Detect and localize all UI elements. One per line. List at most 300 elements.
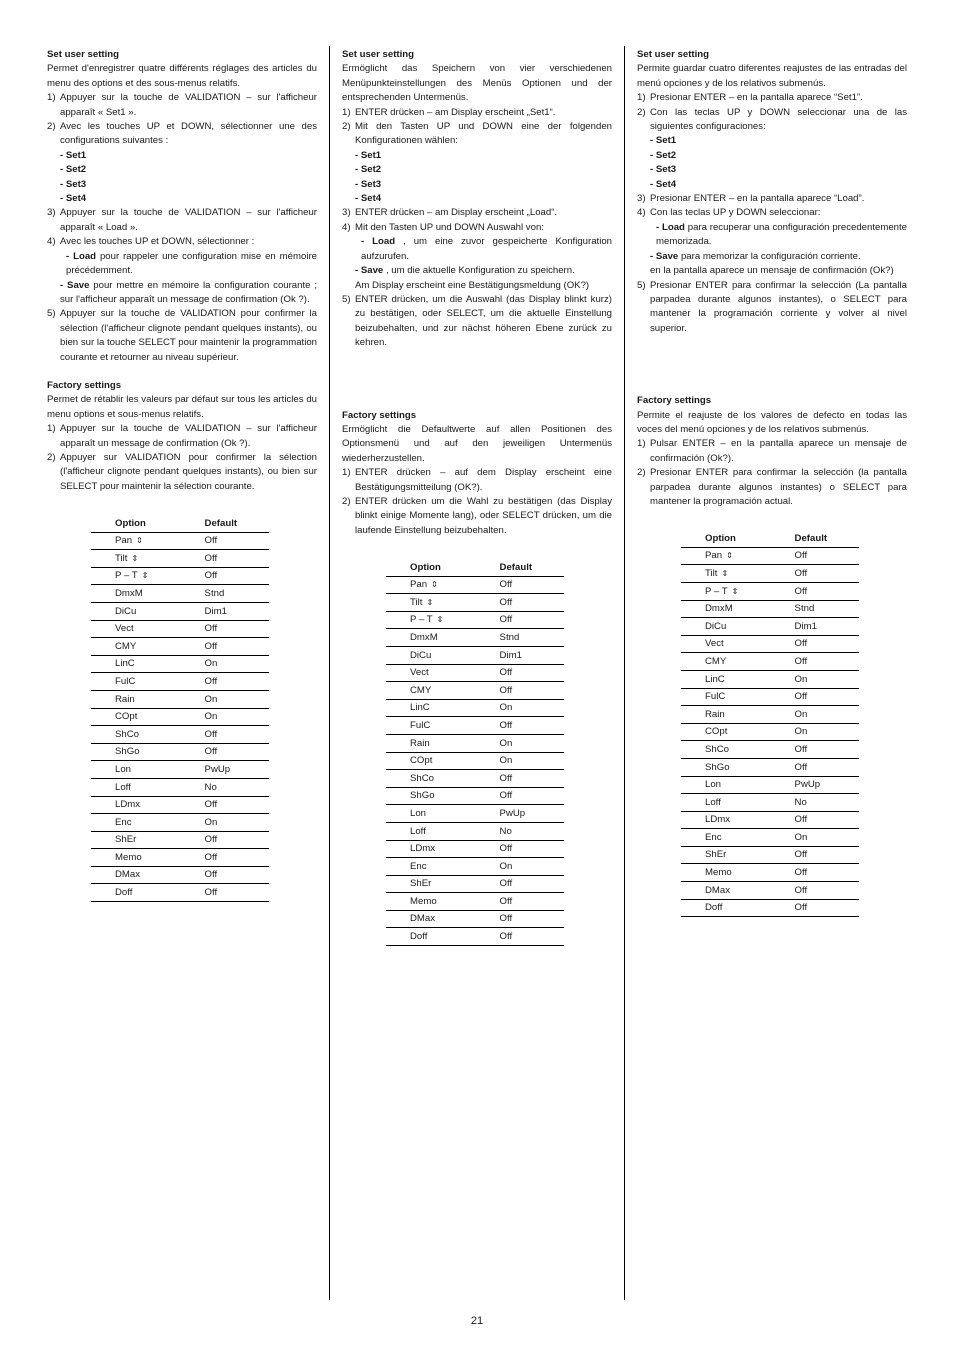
- default-value: Off: [500, 893, 564, 911]
- default-value: Off: [795, 864, 859, 882]
- option-cell: [386, 646, 500, 664]
- option-cell: [681, 846, 795, 864]
- updown-arrows-icon: ⇕: [721, 568, 729, 578]
- table-row: [91, 673, 269, 691]
- default-value: Off: [205, 849, 269, 867]
- page-number: 21: [470, 1315, 484, 1327]
- step-text: Pulsar ENTER – en la pantalla aparece un mensaje de confirmación (Ok?).: [650, 438, 907, 464]
- step-item: [637, 106, 907, 192]
- load-description: para recuperar una configuración precedentemente memorizada.: [656, 221, 907, 248]
- option-name: Memo: [705, 867, 732, 879]
- table-row: [386, 928, 564, 946]
- user-setting-heading: Set user setting: [47, 49, 119, 60]
- load-option: [60, 250, 317, 279]
- step-number: 5): [637, 279, 646, 291]
- default-value: On: [205, 690, 269, 708]
- step-text: ENTER drücken – am Display erscheint „Load“.: [355, 207, 558, 219]
- option-name: DiCu: [705, 620, 727, 632]
- default-value: Off: [795, 547, 859, 565]
- load-option: [650, 221, 907, 250]
- table-row: [386, 910, 564, 928]
- table-row: [386, 822, 564, 840]
- config-option: - Set3: [60, 178, 87, 190]
- step-number: 3): [637, 193, 646, 205]
- step-item: [637, 206, 907, 278]
- factory-settings-steps: [47, 422, 317, 494]
- default-value: Dim1: [205, 602, 269, 620]
- step-number: 2): [47, 121, 56, 133]
- user-setting-intro: Ermöglicht das Speichern von vier verschiedenen Menüpunkteinstellungen des Menüs Optionen und der entsprechenden Untermenüs.: [342, 63, 612, 104]
- table-row: [91, 585, 269, 603]
- default-value: Off: [205, 796, 269, 814]
- table-header-row: [386, 560, 564, 576]
- option-column-header: Option: [681, 531, 795, 547]
- load-option: [355, 235, 612, 264]
- option-cell: [681, 864, 795, 882]
- default-value: PwUp: [795, 776, 859, 794]
- table-row: [91, 814, 269, 832]
- option-cell: [386, 611, 500, 629]
- default-value: Off: [500, 664, 564, 682]
- table-row: [91, 708, 269, 726]
- load-label: - Load: [361, 236, 396, 248]
- option-cell: [681, 565, 795, 583]
- option-cell: [681, 670, 795, 688]
- option-cell: [386, 787, 500, 805]
- default-value: On: [795, 723, 859, 741]
- option-cell: [91, 761, 205, 779]
- option-cell: [91, 866, 205, 884]
- default-value: Off: [500, 840, 564, 858]
- option-name: Enc: [115, 816, 132, 828]
- option-cell: [681, 758, 795, 776]
- updown-arrows-icon: ⇕: [131, 553, 139, 563]
- option-cell: [386, 717, 500, 735]
- updown-arrows-icon: ⇕: [426, 597, 434, 607]
- option-name: CMY: [115, 640, 137, 652]
- option-cell: [681, 776, 795, 794]
- step-item: [637, 466, 907, 509]
- default-value: Off: [500, 910, 564, 928]
- default-value: Off: [205, 638, 269, 656]
- default-value: Stnd: [205, 585, 269, 603]
- step-item: [47, 451, 317, 494]
- option-cell: [681, 899, 795, 917]
- table-row: [386, 594, 564, 612]
- default-value: Off: [795, 741, 859, 759]
- option-cell: [386, 699, 500, 717]
- option-cell: [681, 829, 795, 847]
- table-row: [386, 893, 564, 911]
- option-name: Doff: [115, 887, 133, 899]
- option-column-header: Option: [386, 560, 500, 576]
- column-divider-right: [624, 46, 625, 1300]
- step-number: 1): [47, 423, 56, 435]
- table-row: [681, 635, 859, 653]
- step-number: 4): [47, 236, 56, 248]
- step-text: Presionar ENTER para confirmar la selección (La pantalla parpadea durante algunos instantes), o SELECT para mantener la programación corriente y volver al nivel superior.: [650, 279, 907, 334]
- step-item: [637, 192, 907, 206]
- default-value: Off: [795, 635, 859, 653]
- option-cell: [386, 910, 500, 928]
- option-name: Pan: [705, 550, 723, 562]
- option-name: LinC: [115, 658, 135, 670]
- step-number: 4): [637, 207, 646, 219]
- default-value: Off: [795, 899, 859, 917]
- option-name: ShCo: [705, 743, 729, 755]
- option-name: ShCo: [410, 772, 434, 784]
- user-setting-heading: Set user setting: [342, 49, 414, 60]
- default-value: Off: [205, 866, 269, 884]
- default-column-header: Default: [500, 560, 564, 576]
- option-cell: [386, 928, 500, 946]
- option-cell: [91, 708, 205, 726]
- option-cell: [681, 635, 795, 653]
- step-text: Presionar ENTER – en la pantalla aparece “Set1”.: [650, 92, 863, 104]
- default-column-header: Default: [205, 516, 269, 532]
- factory-settings-intro: Ermöglicht die Defaultwerte auf allen Positionen des Optionsmenü und auf den jeweiligen Untermenüs wiederherzustellen.: [342, 423, 612, 464]
- default-value: Off: [500, 594, 564, 612]
- step-item: [342, 293, 612, 351]
- option-name: Vect: [410, 667, 429, 679]
- option-cell: [681, 811, 795, 829]
- table-row: [681, 829, 859, 847]
- save-description: para memorizar la configuración corriente.: [678, 250, 861, 262]
- option-name: Loff: [410, 825, 426, 837]
- step-number: 2): [637, 467, 646, 479]
- option-cell: [386, 875, 500, 893]
- table-row: [91, 743, 269, 761]
- table-row: [91, 831, 269, 849]
- table-row: [386, 646, 564, 664]
- table-row: [91, 761, 269, 779]
- default-value: Off: [500, 717, 564, 735]
- table-row: [681, 723, 859, 741]
- option-cell: [386, 576, 500, 594]
- load-description: , um eine zuvor gespeicherte Konfiguration aufzurufen.: [361, 236, 612, 262]
- default-value: Dim1: [500, 646, 564, 664]
- updown-arrows-icon: ⇕: [136, 536, 143, 546]
- default-value: Off: [795, 688, 859, 706]
- step-number: 2): [637, 106, 646, 118]
- default-value: On: [500, 752, 564, 770]
- step-item: [47, 120, 317, 206]
- option-name: DmxM: [410, 631, 438, 643]
- option-name: Lon: [705, 779, 722, 791]
- save-option: [60, 279, 317, 308]
- option-name: LinC: [705, 673, 725, 685]
- user-setting-heading: Set user setting: [637, 49, 709, 60]
- option-cell: [91, 796, 205, 814]
- step-text: Appuyer sur la touche de VALIDATION – sur l'afficheur apparaît « Load ».: [60, 207, 317, 233]
- updown-arrows-icon: ⇕: [141, 571, 149, 581]
- option-name: LinC: [410, 702, 430, 714]
- table-row: [681, 811, 859, 829]
- default-value: Off: [795, 882, 859, 900]
- default-value: On: [205, 655, 269, 673]
- option-name: COpt: [115, 711, 138, 723]
- load-label: - Load: [66, 250, 97, 262]
- table-row: [91, 532, 269, 550]
- step-number: 1): [637, 92, 646, 104]
- save-label: - Save: [60, 279, 90, 291]
- factory-settings-steps: [342, 466, 612, 538]
- config-option: - Set4: [355, 193, 382, 205]
- table-row: [91, 567, 269, 585]
- option-cell: [386, 734, 500, 752]
- default-value: Dim1: [795, 618, 859, 636]
- table-row: [681, 741, 859, 759]
- option-name: Doff: [410, 931, 428, 943]
- column-french: [47, 48, 317, 902]
- option-name: DiCu: [410, 649, 432, 661]
- option-name: Vect: [705, 638, 724, 650]
- load-label: - Load: [656, 221, 685, 233]
- table-row: [681, 794, 859, 812]
- table-row: [681, 582, 859, 600]
- config-option: - Set1: [650, 135, 677, 147]
- step-item: [47, 422, 317, 451]
- step-item: [342, 495, 612, 538]
- option-name: FulC: [705, 691, 726, 703]
- option-cell: [681, 882, 795, 900]
- option-name: ShEr: [410, 878, 432, 890]
- option-cell: [386, 682, 500, 700]
- updown-arrows-icon: ⇕: [436, 615, 444, 625]
- step-item: [637, 279, 907, 337]
- factory-settings-intro: Permet de rétablir les valeurs par défaut sur tous les articles du menu options et sous-menus relatifs.: [47, 394, 317, 420]
- defaults-table: [91, 516, 269, 902]
- default-value: Off: [205, 567, 269, 585]
- option-name: ShGo: [115, 746, 140, 758]
- section-spacer: [47, 365, 317, 379]
- step-text: Con las teclas UP y DOWN seleccionar una de las siguientes configuraciones:: [650, 106, 907, 133]
- step-text: Appuyer sur la touche de VALIDATION – sur l'afficheur apparaît un message de confirmation (Ok ?).: [60, 423, 317, 449]
- table-row: [91, 849, 269, 867]
- step-number: 4): [342, 221, 351, 233]
- config-option: - Set2: [650, 149, 677, 161]
- table-row: [91, 602, 269, 620]
- option-cell: [91, 778, 205, 796]
- option-cell: [386, 805, 500, 823]
- option-cell: [386, 594, 500, 612]
- option-name: COpt: [410, 755, 433, 767]
- option-cell: [91, 831, 205, 849]
- option-cell: [681, 600, 795, 618]
- option-name: Enc: [410, 860, 427, 872]
- factory-settings-heading: Factory settings: [342, 409, 417, 421]
- save-option: [355, 264, 612, 278]
- option-name: COpt: [705, 726, 728, 738]
- option-name: CMY: [705, 655, 727, 667]
- table-row: [91, 655, 269, 673]
- option-cell: [91, 620, 205, 638]
- default-value: Off: [500, 875, 564, 893]
- table-row: [681, 882, 859, 900]
- option-cell: [386, 822, 500, 840]
- default-value: On: [500, 858, 564, 876]
- step-text: Avec les touches UP et DOWN, sélectionner une des configurations suivantes :: [60, 121, 317, 147]
- table-row: [386, 576, 564, 594]
- config-option: - Set3: [650, 164, 677, 176]
- option-name: CMY: [410, 684, 432, 696]
- factory-settings-heading: Factory settings: [637, 395, 712, 407]
- load-description: pour rappeler une configuration mise en mémoire précédemment.: [66, 250, 317, 277]
- table-row: [386, 787, 564, 805]
- user-setting-steps: [637, 91, 907, 336]
- table-row: [681, 688, 859, 706]
- option-name: LDmx: [115, 799, 141, 811]
- option-cell: [91, 849, 205, 867]
- option-name: FulC: [115, 675, 136, 687]
- table-header-row: [681, 531, 859, 547]
- column-german: [342, 48, 612, 946]
- table-row: [91, 778, 269, 796]
- option-name: Doff: [705, 902, 723, 914]
- step-text: Mit den Tasten UP und DOWN Auswahl von:: [355, 221, 544, 233]
- table-row: [681, 670, 859, 688]
- table-row: [91, 866, 269, 884]
- option-cell: [91, 638, 205, 656]
- step-text: Presionar ENTER para confirmar la selección (la pantalla parpadea durante algunos instantes) o SELECT para mantener la programación actual.: [650, 467, 907, 507]
- table-row: [91, 550, 269, 568]
- column-divider-left: [329, 46, 330, 1300]
- save-label: - Save: [355, 265, 384, 277]
- option-name: Rain: [410, 737, 430, 749]
- section-spacer: [342, 351, 612, 409]
- table-row: [386, 840, 564, 858]
- option-name: Memo: [410, 895, 437, 907]
- option-cell: [681, 723, 795, 741]
- option-name: ShEr: [705, 849, 727, 861]
- default-value: Off: [500, 770, 564, 788]
- table-row: [386, 770, 564, 788]
- option-name: Pan: [410, 579, 428, 591]
- option-name: ShCo: [115, 728, 139, 740]
- default-column-header: Default: [795, 531, 859, 547]
- default-value: Off: [500, 682, 564, 700]
- table-row: [91, 884, 269, 902]
- table-row: [386, 682, 564, 700]
- table-row: [386, 875, 564, 893]
- table-header-row: [91, 516, 269, 532]
- default-value: Stnd: [795, 600, 859, 618]
- option-name: DmxM: [705, 603, 733, 615]
- option-name: DMax: [410, 913, 436, 925]
- step-number: 1): [47, 92, 56, 104]
- table-row: [681, 618, 859, 636]
- table-row: [386, 699, 564, 717]
- table-row: [386, 717, 564, 735]
- step-item: [342, 206, 612, 220]
- step-number: 5): [47, 308, 56, 320]
- option-cell: [386, 893, 500, 911]
- option-name: Enc: [705, 831, 722, 843]
- option-cell: [681, 706, 795, 724]
- option-cell: [91, 690, 205, 708]
- option-name: Memo: [115, 851, 142, 863]
- default-value: Off: [205, 550, 269, 568]
- save-option: [650, 250, 907, 264]
- step-text: Con las teclas UP y DOWN seleccionar:: [650, 207, 821, 219]
- default-value: Off: [205, 743, 269, 761]
- option-name: Loff: [705, 796, 721, 808]
- factory-settings-steps: [637, 437, 907, 509]
- option-cell: [681, 741, 795, 759]
- option-name: Loff: [115, 781, 131, 793]
- option-cell: [681, 618, 795, 636]
- confirm-message: Am Display erscheint eine Bestätigungsmeldung (OK?): [355, 279, 590, 291]
- default-value: Off: [500, 611, 564, 629]
- table-row: [386, 611, 564, 629]
- user-setting-steps: [47, 91, 317, 365]
- default-value: Off: [795, 846, 859, 864]
- step-text: Presionar ENTER – en la pantalla aparece “Load”.: [650, 193, 865, 205]
- table-row: [91, 620, 269, 638]
- option-cell: [386, 629, 500, 647]
- default-value: No: [205, 778, 269, 796]
- step-number: 5): [342, 293, 351, 305]
- step-item: [47, 307, 317, 365]
- option-name: DMax: [705, 884, 731, 896]
- table-row: [91, 726, 269, 744]
- step-item: [637, 91, 907, 105]
- table-row: [681, 899, 859, 917]
- default-value: Off: [500, 928, 564, 946]
- option-name: DMax: [115, 869, 141, 881]
- option-cell: [681, 653, 795, 671]
- default-value: No: [500, 822, 564, 840]
- default-value: Off: [205, 620, 269, 638]
- config-option: - Set2: [60, 164, 87, 176]
- step-text: Appuyer sur la touche de VALIDATION – sur l'afficheur apparaît « Set1 ».: [60, 92, 317, 118]
- config-option: - Set4: [60, 193, 87, 205]
- step-number: 1): [637, 438, 646, 450]
- option-cell: [386, 664, 500, 682]
- factory-settings-intro: Permite el reajuste de los valores de defecto en todas las voces del menú opciones y de los relativos submenús.: [637, 409, 907, 435]
- updown-arrows-icon: ⇕: [431, 580, 438, 590]
- option-name: Rain: [705, 708, 725, 720]
- step-text: Appuyer sur la touche de VALIDATION pour confirmer la sélection (l'afficheur clignote pendant quelques instants), ou bien sur la touche SELECT pour maintenir la programmation courante et retourner au niveau supérieur.: [60, 308, 317, 363]
- step-item: [47, 206, 317, 235]
- table-row: [681, 547, 859, 565]
- option-cell: [91, 673, 205, 691]
- option-name: ShGo: [705, 761, 730, 773]
- table-row: [681, 706, 859, 724]
- option-cell: [91, 655, 205, 673]
- option-name: ShGo: [410, 790, 435, 802]
- user-setting-intro: Permite guardar cuatro diferentes reajustes de las entradas del menú opciones y de los relativos submenús.: [637, 63, 907, 89]
- option-name: Lon: [115, 763, 132, 775]
- table-row: [386, 752, 564, 770]
- default-value: Off: [205, 831, 269, 849]
- table-row: [681, 600, 859, 618]
- option-name: Tilt: [410, 596, 423, 608]
- option-cell: [91, 550, 205, 568]
- option-name: FulC: [410, 719, 431, 731]
- option-name: LDmx: [705, 814, 731, 826]
- step-number: 2): [342, 495, 351, 507]
- table-row: [386, 734, 564, 752]
- default-value: On: [500, 699, 564, 717]
- option-cell: [91, 585, 205, 603]
- step-item: [342, 466, 612, 495]
- option-cell: [91, 532, 205, 550]
- save-label: - Save: [650, 250, 679, 262]
- step-number: 3): [342, 207, 351, 219]
- table-row: [681, 653, 859, 671]
- config-option: - Set2: [355, 164, 382, 176]
